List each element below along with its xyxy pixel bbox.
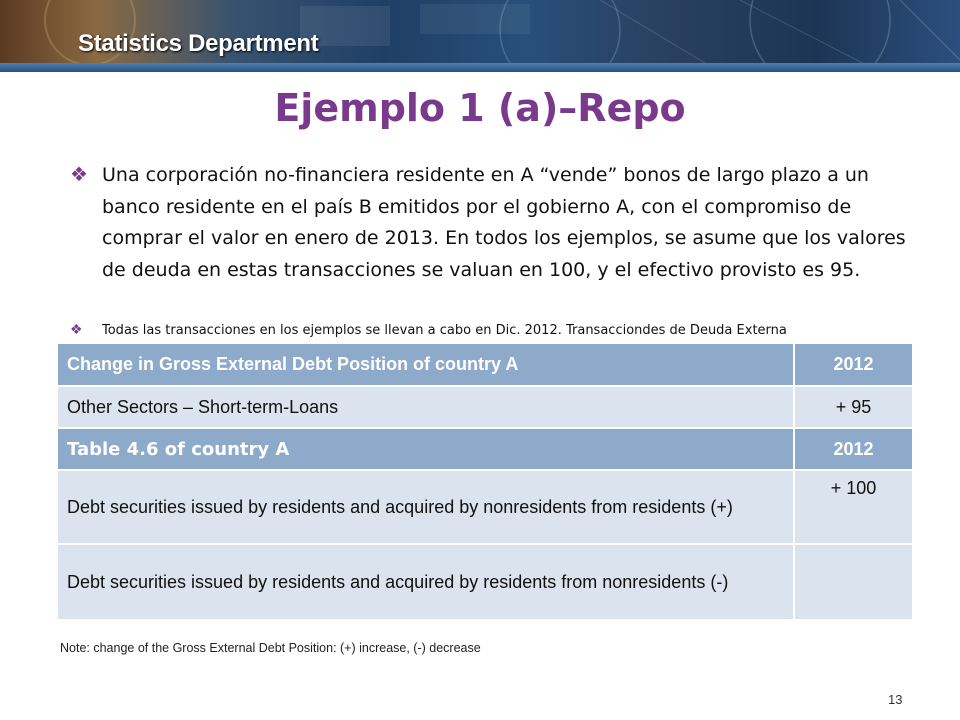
table-row xyxy=(57,544,913,620)
table-row xyxy=(57,470,913,544)
table-header-row xyxy=(57,428,913,470)
table-header-row xyxy=(57,343,913,386)
header-label: Change in Gross External Debt Position of country A xyxy=(57,343,794,386)
header-year: 2012 xyxy=(794,428,913,470)
department-name: Statistics Department xyxy=(78,30,319,57)
slide-title: Ejemplo 1 (a)–Repo xyxy=(274,86,686,130)
banner-stripe xyxy=(0,63,960,72)
row-value: + 95 xyxy=(794,386,913,428)
header-banner xyxy=(0,0,960,72)
footnote: Note: change of the Gross External Debt Position: (+) increase, (-) decrease xyxy=(60,641,481,655)
bullet-main xyxy=(70,160,910,286)
bullet-secondary-text: Todas las transacciones en los ejemplos se llevan a cabo en Dic. 2012. Transacciondes de Deuda Externa xyxy=(102,323,787,338)
row-label: Debt securities issued by residents and acquired by residents from nonresidents (-) xyxy=(57,544,794,620)
row-label: Debt securities issued by residents and acquired by nonresidents from residents (+) xyxy=(57,470,794,544)
page-number: 13 xyxy=(888,692,903,707)
bullet-main-text: Una corporación no-financiera residente en A “vende” bonos de largo plazo a un banco residente en el país B emitidos por el gobierno A, con el compromiso de comprar el valor en enero de 2013. En todos los ejemplos, se asume que los valores de deuda en estas transacciones se valuan en 100, y el efectivo provisto es 95. xyxy=(102,164,906,281)
header-year: 2012 xyxy=(794,343,913,386)
diamond-bullet-icon: ❖ xyxy=(70,164,88,186)
diamond-bullet-icon: ❖ xyxy=(70,321,83,337)
row-label: Other Sectors – Short-term-Loans xyxy=(57,386,794,428)
row-value: + 100 xyxy=(794,470,913,544)
bullet-secondary xyxy=(70,321,930,339)
row-value xyxy=(794,544,913,620)
header-label: Table 4.6 of country A xyxy=(57,428,794,470)
debt-table xyxy=(56,342,914,621)
table-row xyxy=(57,386,913,428)
